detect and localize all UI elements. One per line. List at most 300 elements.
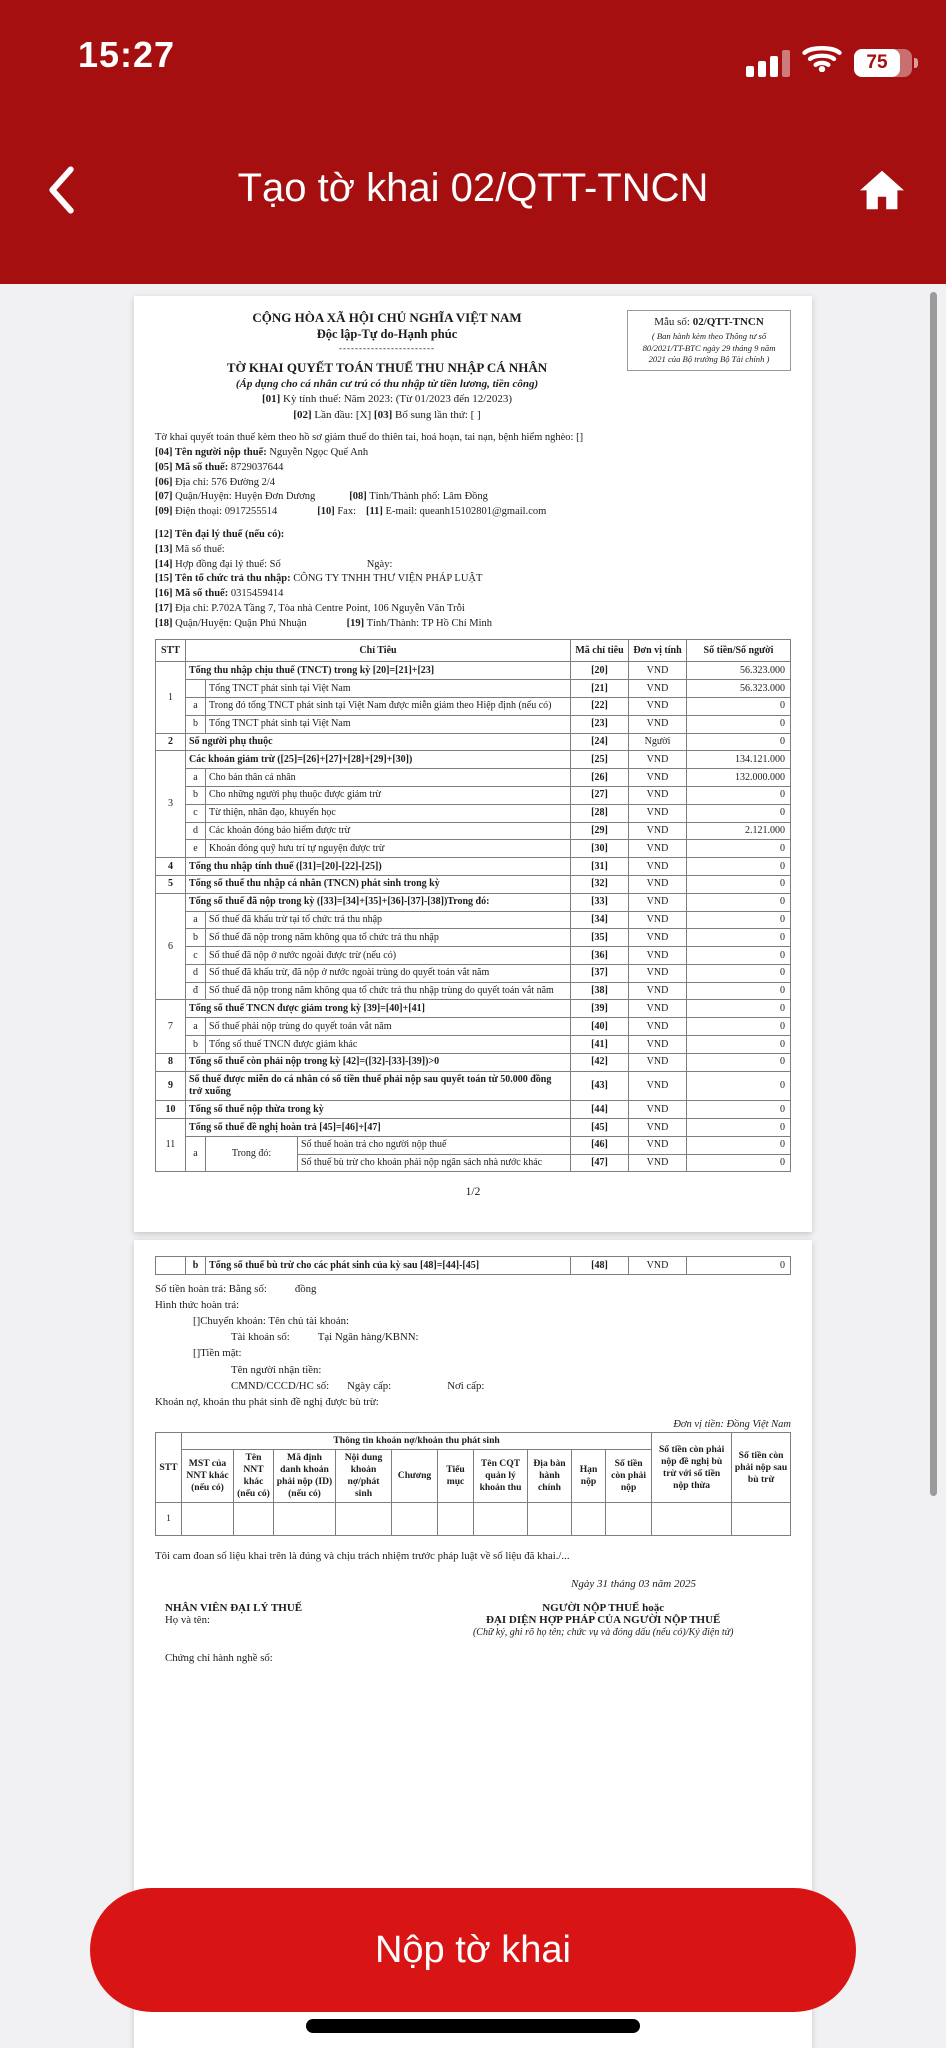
table-cell: VND: [629, 840, 687, 858]
table-cell: 1: [156, 662, 186, 733]
table-cell: 1: [156, 1503, 182, 1536]
table-cell: VND: [629, 947, 687, 965]
taxpayer-signature-title-1: NGƯỜI NỘP THUẾ hoặc: [542, 1602, 665, 1615]
table-cell: [652, 1503, 732, 1536]
table-cell: [234, 1503, 274, 1536]
table-cell: Tổng số thuế TNCN được giảm khác: [206, 1036, 571, 1054]
table-cell: Chỉ Tiêu: [186, 639, 571, 662]
text-line: [155, 506, 791, 519]
text-segment: Quận/Huyện: Quận Phú Nhuận: [172, 617, 307, 629]
table-cell: Tổng TNCT phát sinh tại Việt Nam: [206, 715, 571, 733]
table-cell: 132.000.000: [687, 769, 791, 787]
table-cell: [156, 1257, 186, 1275]
table-cell: 0: [687, 1101, 791, 1119]
table-cell: 0: [687, 982, 791, 1000]
table-cell: Số thuế phải nộp trùng do quyết toán vắt năm: [206, 1018, 571, 1036]
table-cell: 0: [687, 715, 791, 733]
table-cell: Tổng thu nhập chịu thuế (TNCT) trong kỳ [20]=[21]+[23]: [186, 662, 571, 680]
table-cell: VND: [629, 858, 687, 876]
table-cell: VND: [629, 715, 687, 733]
text-segment: [02]: [293, 408, 312, 421]
table-row: [156, 1119, 791, 1137]
table-cell: [572, 1503, 606, 1536]
table-row: [156, 1257, 791, 1275]
table-cell: 0: [687, 858, 791, 876]
text-segment: Địa chỉ: P.702A Tầng 7, Tòa nhà Centre Point, 106 Nguyễn Văn Trỗi: [172, 602, 465, 614]
text-line: [155, 529, 791, 542]
table-cell: VND: [629, 662, 687, 680]
table-cell: Hạn nộp: [572, 1450, 606, 1503]
national-motto-block: [155, 310, 627, 422]
taxpayer-signature-block: [415, 1602, 791, 1664]
text-line: [155, 491, 791, 504]
text-segment: ( Ban hành kèm theo Thông tư số 80/2021/TT-BTC ngày 29 tháng 9 năm 2021 của Bộ trưởng Bộ Tài chính ): [642, 331, 776, 364]
table-cell: VND: [629, 1000, 687, 1018]
table-row: [156, 1018, 791, 1036]
table-row: [156, 680, 791, 698]
text-segment: Hợp đồng đại lý thuế: Số: [172, 558, 281, 570]
text-segment: TỜ KHAI QUYẾT TOÁN THUẾ THU NHẬP CÁ NHÂN: [226, 360, 548, 376]
text-line: [634, 331, 784, 365]
scrollbar-thumb[interactable]: [930, 292, 937, 1496]
table-cell: Cho bản thân cá nhân: [206, 769, 571, 787]
text-segment: Nguyễn Ngọc Quế Anh: [269, 446, 369, 458]
table-row: [156, 893, 791, 911]
text-line: [193, 1315, 791, 1328]
table-cell: 0: [687, 1071, 791, 1101]
table-cell: Số thuế đã nộp trong năm không qua tổ chức trả thu nhập: [206, 929, 571, 947]
table-cell: [32]: [571, 875, 629, 893]
text-line: [155, 409, 619, 422]
text-line: [155, 327, 619, 342]
text-segment: 8729037644: [230, 461, 284, 473]
table-cell: [22]: [571, 697, 629, 715]
table-cell: [48]: [571, 1257, 629, 1275]
table-cell: 0: [687, 1036, 791, 1054]
table-cell: VND: [629, 804, 687, 822]
table-cell: 0: [687, 1119, 791, 1137]
table-cell: 8: [156, 1053, 186, 1071]
table-cell: Số thuế đã nộp trong năm không qua tổ chức trả thu nhập trùng do quyết toán vắt năm: [206, 982, 571, 1000]
table-cell: Tổng số thuế đã nộp trong kỳ ([33]=[34]+[35]+[36]-[37]-[38])Trong đó:: [186, 893, 571, 911]
table-cell: [34]: [571, 911, 629, 929]
table-cell: Trong đó tổng TNCT phát sinh tại Việt Nam được miễn giảm theo Hiệp định (nếu có): [206, 697, 571, 715]
table-cell: [528, 1503, 572, 1536]
text-segment: [12] Tên đại lý thuế (nếu có):: [155, 528, 285, 540]
table-cell: 0: [687, 1053, 791, 1071]
table-cell: Tổng số thuế còn phải nộp trong kỳ [42]=([32]-[33]-[39])>0: [186, 1053, 571, 1071]
refund-info-block: [155, 1283, 791, 1409]
text-segment: [13]: [155, 543, 173, 555]
table-row: [156, 751, 791, 769]
table-row: [156, 822, 791, 840]
table-cell: b: [186, 1036, 206, 1054]
text-segment: 02/QTT-TNCN: [692, 316, 764, 328]
nav-bar: [0, 158, 946, 222]
text-segment: [09]: [155, 506, 173, 518]
text-line: [155, 1283, 791, 1296]
table-row: [156, 982, 791, 1000]
table-row: [156, 1503, 791, 1536]
text-line: [155, 447, 791, 460]
table-row: [156, 947, 791, 965]
table-row: [156, 769, 791, 787]
table-row: [156, 662, 791, 680]
table-cell: VND: [629, 964, 687, 982]
table-cell: 0: [687, 1154, 791, 1172]
form-number-box: [627, 310, 791, 371]
submit-button-label: Nộp tờ khai: [374, 1928, 571, 1971]
table-cell: STT: [156, 639, 186, 662]
signal-bar: [758, 61, 766, 77]
currency-note: Đơn vị tiền: Đồng Việt Nam: [673, 1419, 791, 1431]
table-cell: VND: [629, 1018, 687, 1036]
table-cell: VND: [629, 929, 687, 947]
table-row: [156, 840, 791, 858]
text-segment: Tờ khai quyết toán thuế kèm theo hồ sơ giảm thuế do thiên tai, hoá hoạn, tai nạn, bệnh hiểm nghèo: []: [155, 432, 584, 444]
table-cell: d: [186, 964, 206, 982]
text-line: [155, 378, 619, 391]
text-segment: Số tiền hoàn trả: Bằng số:: [155, 1282, 267, 1295]
status-icons: [746, 42, 912, 77]
text-segment: CỘNG HÒA XÃ HỘI CHỦ NGHĨA VIỆT NAM: [252, 310, 522, 325]
text-segment: 0315459414: [230, 588, 284, 600]
table-row: [156, 804, 791, 822]
table-cell: [40]: [571, 1018, 629, 1036]
table-cell: 0: [687, 697, 791, 715]
table-cell: VND: [629, 1136, 687, 1154]
table-cell: 0: [687, 733, 791, 751]
text-line: [155, 559, 791, 572]
table-cell: Tên CQT quản lý khoản thu: [474, 1450, 528, 1503]
table-cell: [47]: [571, 1154, 629, 1172]
table-cell: Mã chỉ tiêu: [571, 639, 629, 662]
table-cell: [24]: [571, 733, 629, 751]
table-cell: VND: [629, 680, 687, 698]
table-cell: Số thuế đã khấu trừ, đã nộp ở nước ngoài trùng do quyết toán vắt năm: [206, 964, 571, 982]
text-segment: Tỉnh/Thành: TP Hồ Chí Minh: [364, 617, 493, 629]
table-cell: Tổng số thuế thu nhập cá nhân (TNCN) phát sinh trong kỳ: [186, 875, 571, 893]
table-cell: VND: [629, 1036, 687, 1054]
table-cell: [26]: [571, 769, 629, 787]
table-cell: Tổng TNCT phát sinh tại Việt Nam: [206, 680, 571, 698]
text-segment: Hình thức hoàn trả:: [155, 1298, 240, 1311]
carry-over-table-body: [156, 1257, 791, 1275]
text-segment: ------------------------: [339, 343, 435, 354]
table-cell: VND: [629, 822, 687, 840]
home-indicator[interactable]: [306, 2019, 640, 2033]
text-segment: [01]: [261, 393, 281, 406]
text-segment: [03]: [373, 408, 393, 421]
table-cell: Số thuế đã nộp ở nước ngoài được trừ (nếu có): [206, 947, 571, 965]
table-cell: [33]: [571, 893, 629, 911]
table-cell: VND: [629, 911, 687, 929]
table-cell: 6: [156, 893, 186, 1000]
signal-bar: [770, 56, 778, 77]
text-segment: (Áp dụng cho cá nhân cư trú có thu nhập từ tiền lương, tiền công): [235, 377, 539, 390]
text-line: [155, 360, 619, 376]
table-cell: Số tiền/Số người: [687, 639, 791, 662]
text-segment: CÔNG TY TNHH THƯ VIỆN PHÁP LUẬT: [293, 573, 483, 585]
table-cell: Số tiền còn phải nộp đề nghị bù trừ với số tiền nộp thừa: [652, 1433, 732, 1503]
taxpayer-signature-note: (Chữ ký, ghi rõ họ tên; chức vụ và đóng dấu (nếu có)/Ký điện tử): [472, 1627, 734, 1639]
table-row: [156, 929, 791, 947]
table-cell: Mã định danh khoản phải nộp (ID) (nếu có): [274, 1450, 336, 1503]
table-cell: 0: [687, 964, 791, 982]
table-cell: 10: [156, 1101, 186, 1119]
document-page-1: [134, 296, 812, 1232]
table-cell: 2.121.000: [687, 822, 791, 840]
table-row: [156, 786, 791, 804]
table-cell: VND: [629, 982, 687, 1000]
table-cell: 5: [156, 875, 186, 893]
table-cell: Các khoản đóng bảo hiểm được trừ: [206, 822, 571, 840]
text-line: [155, 588, 791, 601]
text-segment: [15] Tên tổ chức trả thu nhập:: [155, 573, 294, 585]
table-cell: a: [186, 1136, 206, 1172]
agent-certificate-line: Chứng chỉ hành nghề số:: [165, 1652, 273, 1665]
text-segment: [14]: [155, 558, 173, 570]
table-cell: [21]: [571, 680, 629, 698]
table-cell: [41]: [571, 1036, 629, 1054]
text-segment: Địa chỉ: 576 Đường 2/4: [172, 476, 276, 488]
table-cell: [392, 1503, 438, 1536]
text-segment: Ngày cấp:: [347, 1379, 392, 1392]
table-row: [156, 1136, 791, 1154]
table-cell: Khoản đóng quỹ hưu trí tự nguyện được trừ: [206, 840, 571, 858]
table-cell: [44]: [571, 1101, 629, 1119]
table-cell: 0: [687, 1257, 791, 1275]
table-cell: MST của NNT khác (nếu có): [182, 1450, 234, 1503]
table-cell: [39]: [571, 1000, 629, 1018]
table-cell: e: [186, 840, 206, 858]
text-line: [155, 393, 619, 406]
text-segment: Điện thoại: 0917255514: [172, 506, 278, 518]
text-segment: [11]: [366, 506, 383, 518]
page-number: 1/2: [465, 1186, 481, 1199]
signature-section: [155, 1602, 791, 1664]
table-row: [156, 1071, 791, 1101]
table-cell: VND: [629, 875, 687, 893]
text-segment: CMND/CCCD/HC số:: [231, 1379, 330, 1392]
text-segment: []Chuyển khoản: Tên chủ tài khoản:: [193, 1315, 350, 1328]
table-cell: 4: [156, 858, 186, 876]
table-cell: [186, 680, 206, 698]
text-segment: [17]: [155, 602, 173, 614]
table-cell: 0: [687, 840, 791, 858]
table-row: [156, 639, 791, 662]
table-cell: [474, 1503, 528, 1536]
carry-over-table: [155, 1256, 791, 1275]
table-cell: Người: [629, 733, 687, 751]
table-row: [156, 1000, 791, 1018]
taxpayer-signature-title-2: ĐẠI DIỆN HỢP PHÁP CỦA NGƯỜI NỘP THUẾ: [486, 1614, 721, 1627]
table-cell: Tổng số thuế bù trừ cho các phát sinh của kỳ sau [48]=[44]-[45]: [206, 1257, 571, 1275]
text-segment: Nơi cấp:: [447, 1379, 485, 1392]
text-line: [155, 603, 791, 616]
table-cell: [438, 1503, 474, 1536]
table-cell: c: [186, 804, 206, 822]
table-cell: Thông tin khoản nợ/khoản thu phát sinh: [182, 1433, 652, 1450]
text-segment: Tại Ngân hàng/KBNN:: [317, 1331, 419, 1344]
debt-table-body: [156, 1433, 791, 1536]
table-cell: Số tiền còn phải nộp: [606, 1450, 652, 1503]
wifi-icon: [802, 42, 842, 77]
table-cell: a: [186, 911, 206, 929]
home-button[interactable]: [858, 166, 906, 214]
table-cell: 0: [687, 947, 791, 965]
text-segment: [16] Mã số thuế:: [155, 588, 231, 600]
table-cell: Trong đó:: [206, 1136, 298, 1172]
table-cell: [37]: [571, 964, 629, 982]
table-cell: 0: [687, 1136, 791, 1154]
table-cell: [606, 1503, 652, 1536]
text-segment: Ngày:: [366, 558, 393, 570]
table-row: [156, 858, 791, 876]
agent-signature-block: [155, 1602, 415, 1664]
table-cell: 0: [687, 875, 791, 893]
table-cell: 0: [687, 1018, 791, 1036]
table-cell: 9: [156, 1071, 186, 1101]
table-cell: [43]: [571, 1071, 629, 1101]
home-icon: [860, 171, 904, 209]
battery-nub: [914, 58, 918, 68]
table-cell: 0: [687, 804, 791, 822]
table-row: [156, 697, 791, 715]
table-cell: [38]: [571, 982, 629, 1000]
text-segment: [04] Tên người nộp thuế:: [155, 446, 270, 458]
tax-table-body: [156, 639, 791, 1172]
table-cell: 2: [156, 733, 186, 751]
table-cell: 134.121.000: [687, 751, 791, 769]
table-cell: VND: [629, 1154, 687, 1172]
table-cell: VND: [629, 1071, 687, 1101]
text-line: [634, 316, 784, 329]
signal-bar: [746, 66, 754, 77]
table-cell: VND: [629, 697, 687, 715]
table-cell: Tổng số thuế đề nghị hoàn trả [45]=[46]+[47]: [186, 1119, 571, 1137]
text-segment: Quận/Huyện: Huyện Đơn Dương: [172, 491, 316, 503]
declaration-statement: Tôi cam đoan số liệu khai trên là đúng và chịu trách nhiệm trước pháp luật về số liệu đã khai./...: [155, 1550, 570, 1563]
table-row: [156, 1433, 791, 1450]
table-row: [156, 1053, 791, 1071]
signal-bar: [782, 50, 790, 77]
table-cell: Tổng số thuế nộp thừa trong kỳ: [186, 1101, 571, 1119]
table-cell: [182, 1503, 234, 1536]
table-cell: 56.323.000: [687, 662, 791, 680]
text-segment: Fax:: [334, 506, 356, 518]
table-cell: Số thuế bù trừ cho khoản phải nộp ngân sách nhà nước khác: [298, 1154, 571, 1172]
text-segment: []Tiền mặt:: [193, 1347, 242, 1360]
table-row: [156, 875, 791, 893]
table-row: [156, 733, 791, 751]
table-cell: Cho những người phụ thuộc được giảm trừ: [206, 786, 571, 804]
table-cell: 7: [156, 1000, 186, 1053]
debt-offset-table: [155, 1432, 791, 1536]
text-segment: Lần đầu: [X]: [311, 408, 374, 421]
text-line: [155, 544, 791, 557]
text-line: [193, 1347, 791, 1360]
table-cell: VND: [629, 1257, 687, 1275]
text-line: [231, 1364, 791, 1377]
table-cell: Số người phụ thuộc: [186, 733, 571, 751]
table-cell: [732, 1503, 791, 1536]
table-cell: d: [186, 822, 206, 840]
table-cell: [23]: [571, 715, 629, 733]
table-cell: Số thuế được miễn do cá nhân có số tiền thuế phải nộp sau quyết toán từ 50.000 đồng trở xuống: [186, 1071, 571, 1101]
text-segment: [19]: [346, 617, 365, 629]
taxpayer-info-block: [155, 432, 791, 630]
text-segment: E-mail: queanh15102801@gmail.com: [382, 506, 547, 518]
text-segment: Khoản nợ, khoản thu phát sinh đề nghị được bù trừ:: [155, 1396, 379, 1408]
table-row: [156, 964, 791, 982]
table-cell: c: [186, 947, 206, 965]
table-cell: [29]: [571, 822, 629, 840]
text-line: [155, 310, 619, 326]
table-cell: Đơn vị tính: [629, 639, 687, 662]
agent-name-line: Họ và tên:: [165, 1614, 210, 1627]
table-row: [156, 1036, 791, 1054]
table-cell: b: [186, 1257, 206, 1275]
text-segment: [10]: [317, 506, 335, 518]
table-cell: [20]: [571, 662, 629, 680]
signature-date: Ngày 31 tháng 03 năm 2025: [571, 1578, 696, 1591]
text-segment: Độc lập-Tự do-Hạnh phúc: [316, 326, 458, 341]
table-row: [156, 911, 791, 929]
page-title: Tạo tờ khai 02/QTT-TNCN: [237, 166, 709, 210]
text-line: [155, 344, 619, 352]
table-cell: a: [186, 697, 206, 715]
table-cell: [28]: [571, 804, 629, 822]
table-cell: Từ thiện, nhân đạo, khuyến học: [206, 804, 571, 822]
text-line: [155, 477, 791, 490]
table-row: [156, 1101, 791, 1119]
table-cell: VND: [629, 893, 687, 911]
text-line: [155, 432, 791, 445]
table-cell: [336, 1503, 392, 1536]
cellular-signal-icon: [746, 49, 790, 77]
table-cell: Số tiền còn phải nộp sau bù trừ: [732, 1433, 791, 1503]
table-cell: 11: [156, 1119, 186, 1172]
text-segment: Mã số thuế:: [172, 543, 225, 555]
text-line: [231, 1331, 791, 1344]
text-segment: [08]: [349, 491, 367, 503]
table-cell: VND: [629, 769, 687, 787]
table-cell: 0: [687, 786, 791, 804]
text-segment: [05] Mã số thuế:: [155, 461, 231, 473]
table-cell: b: [186, 715, 206, 733]
table-cell: Chương: [392, 1450, 438, 1503]
battery-percent: 75: [866, 52, 888, 73]
table-cell: VND: [629, 1119, 687, 1137]
text-segment: [18]: [155, 617, 173, 629]
table-cell: đ: [186, 982, 206, 1000]
submit-declaration-button[interactable]: [90, 1888, 856, 2012]
table-cell: b: [186, 929, 206, 947]
text-line: [155, 573, 791, 586]
text-segment: Tỉnh/Thành phố: Lâm Đồng: [366, 491, 488, 503]
table-cell: [27]: [571, 786, 629, 804]
app-header: [0, 0, 946, 284]
table-cell: [25]: [571, 751, 629, 769]
text-segment: Kỳ tính thuế: Năm 2023: (Từ 01/2023 đến 12/2023): [280, 393, 513, 406]
text-line: [155, 1396, 791, 1409]
table-cell: b: [186, 786, 206, 804]
text-segment: Tài khoản số:: [231, 1331, 290, 1344]
text-line: [155, 1299, 791, 1312]
table-cell: 0: [687, 893, 791, 911]
text-segment: Mẫu số:: [654, 316, 693, 328]
